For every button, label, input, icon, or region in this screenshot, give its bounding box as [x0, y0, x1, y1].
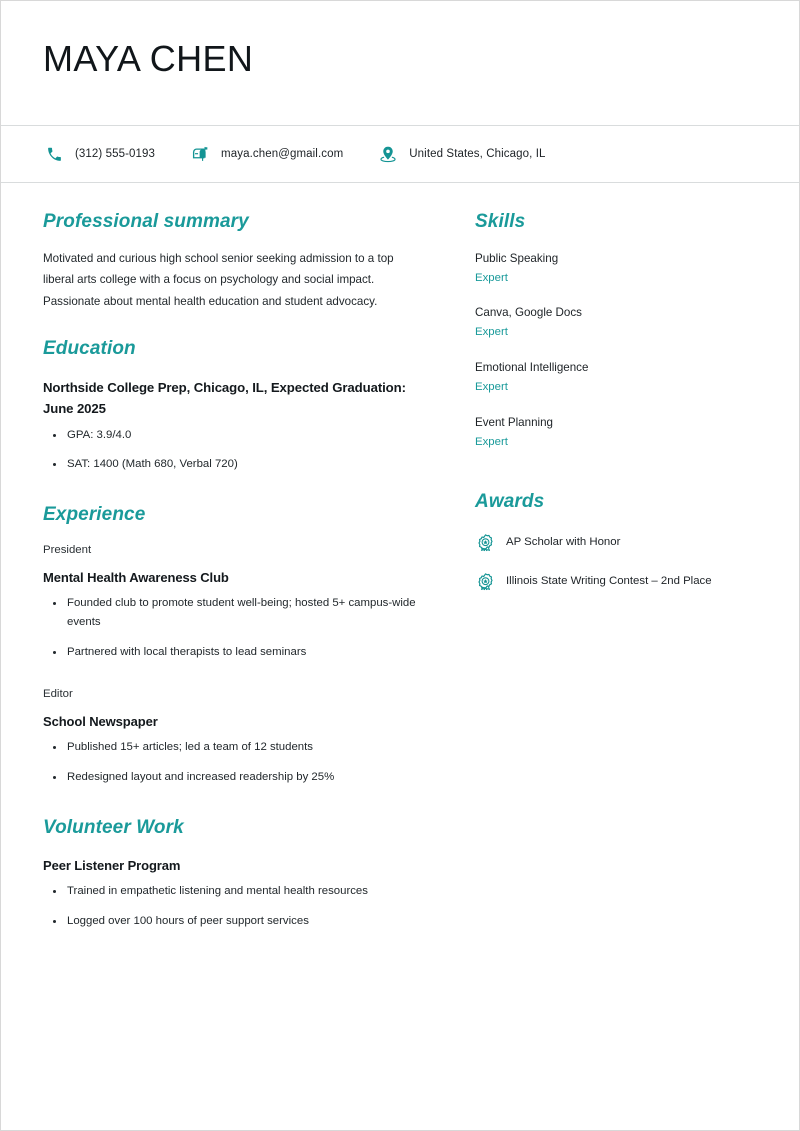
skill-name: Canva, Google Docs [475, 306, 582, 320]
experience-organization: School Newspaper [43, 714, 158, 730]
professional-summary-text: Motivated and curious high school senior seeking admission to a top liberal arts college with a focus on psychology and social impact. Passionate about mental health education and student advocacy. [43, 251, 394, 308]
volunteer-organization: Peer Listener Program [43, 857, 181, 873]
volunteer-entry [43, 856, 427, 931]
section-title-education: Education [43, 338, 136, 360]
list-item: Partnered with local therapists to lead seminars [65, 643, 427, 662]
page-title: MAYA CHEN [43, 38, 254, 79]
mailbox-icon [189, 143, 211, 165]
list-item: Published 15+ articles; led a team of 12 students [65, 738, 427, 757]
list-item: GPA: 3.9/4.0 [65, 426, 427, 445]
skill-item [475, 359, 757, 397]
section-education [43, 338, 427, 474]
contact-phone-text: (312) 555-0193 [75, 148, 156, 160]
section-professional-summary [43, 211, 427, 312]
contact-email-text: maya.chen@gmail.com [221, 148, 344, 160]
contact-bar [1, 126, 799, 182]
skill-name: Emotional Intelligence [475, 361, 589, 375]
list-item: Trained in empathetic listening and mental health resources [65, 882, 427, 901]
skill-level: Expert [475, 381, 508, 394]
phone-icon [43, 143, 65, 165]
section-title-awards: Awards [475, 491, 545, 513]
section-volunteer-work [43, 817, 427, 931]
skill-level: Expert [475, 271, 508, 284]
skill-level: Expert [475, 435, 508, 448]
skill-item [475, 304, 757, 342]
experience-bullets [43, 738, 427, 787]
skill-item [475, 414, 757, 452]
experience-entry [43, 687, 427, 787]
volunteer-bullets [43, 882, 427, 931]
education-bullets [43, 426, 427, 475]
section-experience [43, 504, 427, 787]
skill-name: Public Speaking [475, 251, 559, 265]
resume-header [1, 1, 799, 125]
section-skills [475, 211, 757, 451]
contact-email[interactable] [189, 143, 343, 165]
experience-organization: Mental Health Awareness Club [43, 569, 229, 585]
award-badge-icon [475, 532, 495, 552]
award-item [475, 571, 757, 591]
section-title-professional-summary: Professional summary [43, 211, 249, 232]
right-column [461, 211, 757, 957]
left-column [43, 211, 461, 957]
list-item: SAT: 1400 (Math 680, Verbal 720) [65, 455, 427, 474]
experience-role: President [43, 544, 92, 557]
section-title-skills: Skills [475, 211, 526, 232]
skill-name: Event Planning [475, 415, 553, 429]
list-item: Redesigned layout and increased readership by 25% [65, 768, 427, 787]
experience-bullets [43, 594, 427, 661]
list-item: Logged over 100 hours of peer support services [65, 912, 427, 931]
resume-body [1, 183, 799, 957]
education-institution: Northside College Prep, Chicago, IL, Expected Graduation: June 2025 [43, 379, 406, 417]
award-badge-icon [475, 571, 495, 591]
skill-level: Expert [475, 326, 508, 339]
location-pin-icon [377, 143, 399, 165]
contact-location-text: United States, Chicago, IL [409, 148, 546, 160]
contact-location[interactable] [377, 143, 545, 165]
section-title-volunteer-work: Volunteer Work [43, 817, 184, 839]
education-entry [43, 377, 427, 474]
skill-item [475, 250, 757, 288]
award-item [475, 532, 757, 552]
award-text: Illinois State Writing Contest – 2nd Place [506, 575, 712, 588]
section-awards [475, 491, 757, 591]
experience-role: Editor [43, 688, 73, 701]
award-text: AP Scholar with Honor [506, 536, 621, 549]
section-title-experience: Experience [43, 504, 146, 526]
list-item: Founded club to promote student well-being; hosted 5+ campus-wide events [65, 594, 427, 632]
experience-entry [43, 543, 427, 661]
contact-phone[interactable] [43, 143, 155, 165]
